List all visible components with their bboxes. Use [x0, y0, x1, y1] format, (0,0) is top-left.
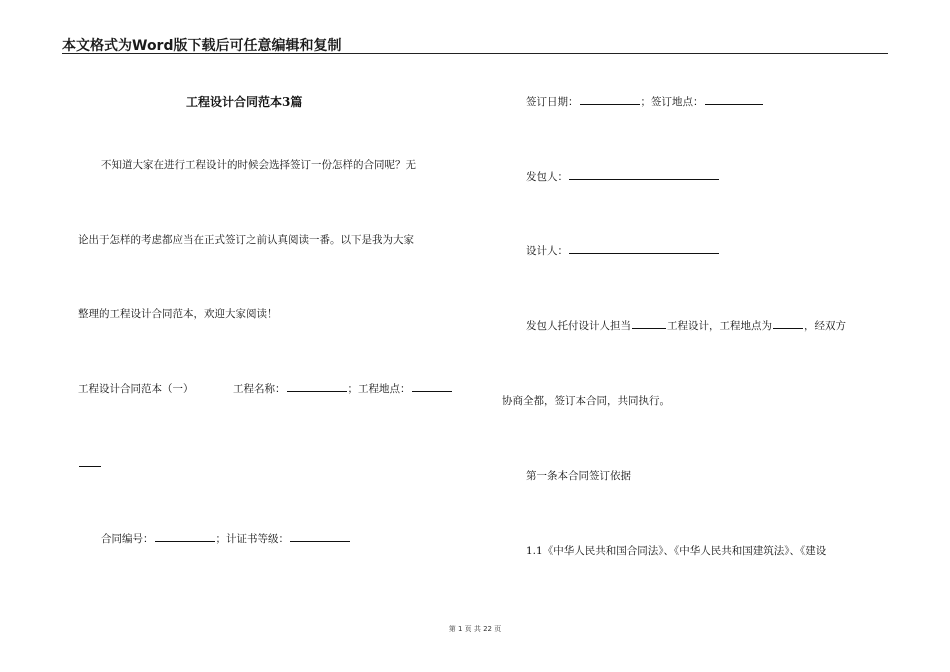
cert-level-label: ；计证书等级： — [215, 533, 289, 545]
entrust-text-3: ，经双方 — [804, 320, 846, 332]
employer-label: 发包人： — [526, 171, 568, 183]
section-label: 工程设计合同范本（一） — [78, 383, 194, 395]
project-name-blank — [287, 390, 347, 392]
document-title: 工程设计合同范本3篇 — [186, 95, 303, 109]
designer-row — [526, 243, 720, 258]
contract-no-label: 合同编号： — [101, 533, 154, 545]
article-1-1: 1.1《中华人民共和国合同法》、《中华人民共和国建筑法》、《建设 — [526, 545, 827, 557]
sign-date-label: 签订日期： — [526, 96, 579, 108]
project-site-blank — [412, 390, 452, 392]
project-site-label: ；工程地点： — [347, 383, 411, 395]
project-site-blank-continuation — [78, 458, 102, 470]
project-info-row — [233, 381, 453, 396]
header-divider — [62, 53, 888, 54]
header-banner: 本文格式为Word版下载后可任意编辑和复制 — [62, 38, 342, 54]
sign-place-label: ；签订地点： — [640, 96, 704, 108]
employer-row — [526, 169, 720, 184]
entrust-line-1 — [526, 318, 846, 333]
intro-line-1: 不知道大家在进行工程设计的时候会选择签订一份怎样的合同呢？无 — [101, 159, 416, 171]
cert-level-blank — [290, 540, 350, 542]
contract-no-blank — [155, 540, 215, 542]
designer-blank — [569, 252, 719, 254]
sign-place-blank — [705, 103, 763, 105]
project-site-blank-tail — [79, 465, 101, 467]
site-blank — [773, 327, 803, 329]
section-heading-row — [78, 381, 194, 396]
entrust-text-1: 发包人托付设计人担当 — [526, 320, 631, 332]
intro-line-2: 论出于怎样的考虑都应当在正式签订之前认真阅读一番。以下是我为大家 — [78, 234, 414, 246]
sign-info-row — [526, 94, 764, 109]
designer-label: 设计人： — [526, 245, 568, 257]
intro-line-3: 整理的工程设计合同范本，欢迎大家阅读！ — [78, 308, 278, 320]
project-name-label: 工程名称： — [233, 383, 286, 395]
entrust-line-2: 协商全都，签订本合同，共同执行。 — [502, 395, 670, 407]
page-number: 第 1 页 共 22 页 — [448, 625, 502, 633]
contract-info-row — [101, 531, 351, 546]
employer-blank — [569, 178, 719, 180]
entrust-text-2: 工程设计，工程地点为 — [667, 320, 772, 332]
project-blank — [632, 327, 666, 329]
sign-date-blank — [580, 103, 640, 105]
article-1-title: 第一条本合同签订依据 — [526, 470, 631, 482]
